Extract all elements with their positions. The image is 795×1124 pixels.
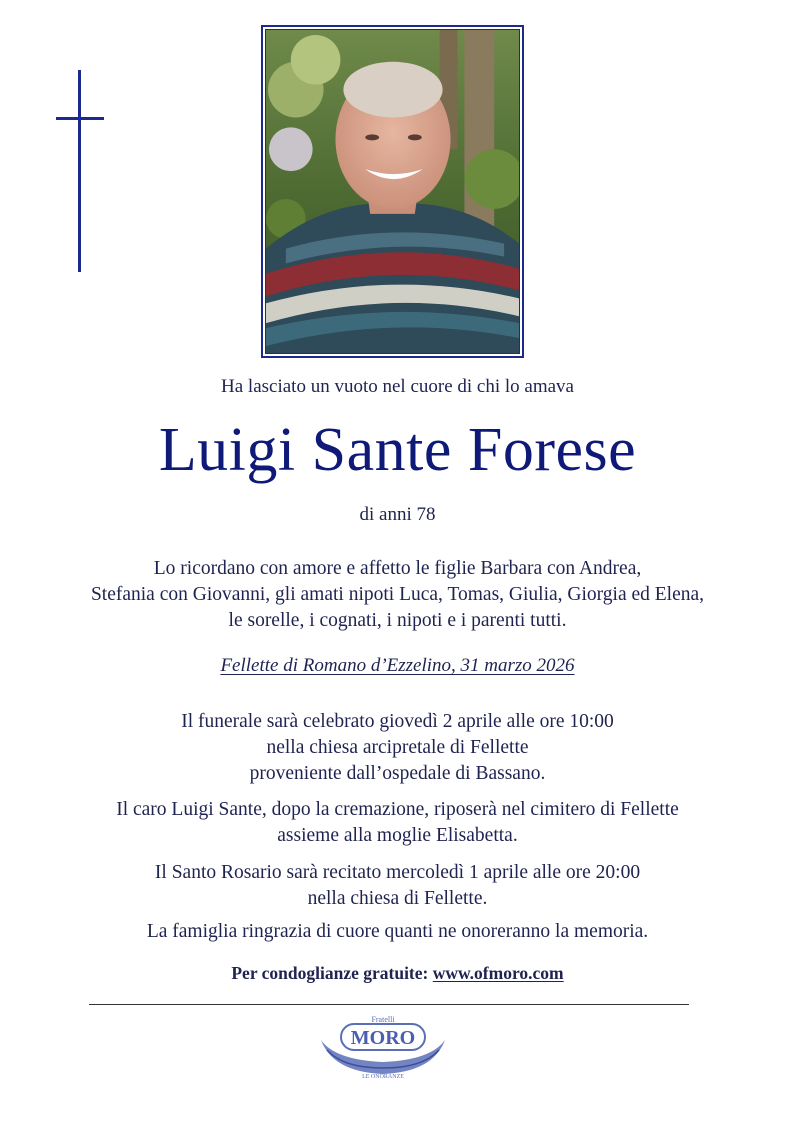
rosary-line: Il Santo Rosario sarà recitato mercoledì 1 aprile alle ore 20:00 (154, 862, 641, 883)
funeral-line: nella chiesa arcipretale di Fellette (266, 737, 529, 758)
portrait-frame (261, 25, 524, 358)
burial-paragraph (0, 797, 795, 849)
condolences-link[interactable]: www.ofmoro.com (432, 963, 564, 983)
funeral-line: proveniente dall’ospedale di Bassano. (249, 763, 546, 784)
funeral-paragraph (0, 709, 795, 787)
family-line: Lo ricordano con amore e affetto le figlie Barbara con Andrea, (153, 558, 642, 579)
hands-logo-icon (313, 1010, 453, 1080)
place-date (0, 655, 795, 677)
subtitle: Ha lasciato un vuoto nel cuore di chi lo amava (221, 376, 574, 397)
rosary-paragraph (0, 860, 795, 912)
age: di anni 78 (359, 504, 436, 525)
cross-icon (56, 70, 104, 272)
funeral-home-logo (313, 1010, 453, 1080)
deceased-name: Luigi Sante Forese (158, 416, 637, 484)
family-paragraph (0, 556, 795, 634)
divider (89, 1004, 689, 1005)
logo-main-text: MORO (350, 1027, 416, 1049)
thanks-text: La famiglia ringrazia di cuore quanti ne onoreranno la memoria. (146, 921, 649, 942)
rosary-line: nella chiesa di Fellette. (307, 888, 488, 909)
condolences (0, 963, 795, 984)
logo-top-text: Fratelli (371, 1015, 395, 1024)
logo-bottom-text: LE ONORANZE (362, 1074, 404, 1080)
condolences-label: Per condoglianze gratuite: (231, 963, 429, 983)
burial-line: assieme alla moglie Elisabetta. (277, 825, 518, 846)
funeral-line: Il funerale sarà celebrato giovedì 2 aprile alle ore 10:00 (181, 711, 614, 732)
family-line: Stefania con Giovanni, gli amati nipoti Luca, Tomas, Giulia, Giorgia ed Elena, (90, 584, 705, 605)
place-date-text: Fellette di Romano d’Ezzelino, 31 marzo 2026 (220, 655, 575, 676)
family-line: le sorelle, i cognati, i nipoti e i parenti tutti. (228, 610, 567, 631)
burial-line: Il caro Luigi Sante, dopo la cremazione, riposerà nel cimitero di Fellette (116, 799, 679, 820)
portrait-photo (265, 29, 520, 354)
